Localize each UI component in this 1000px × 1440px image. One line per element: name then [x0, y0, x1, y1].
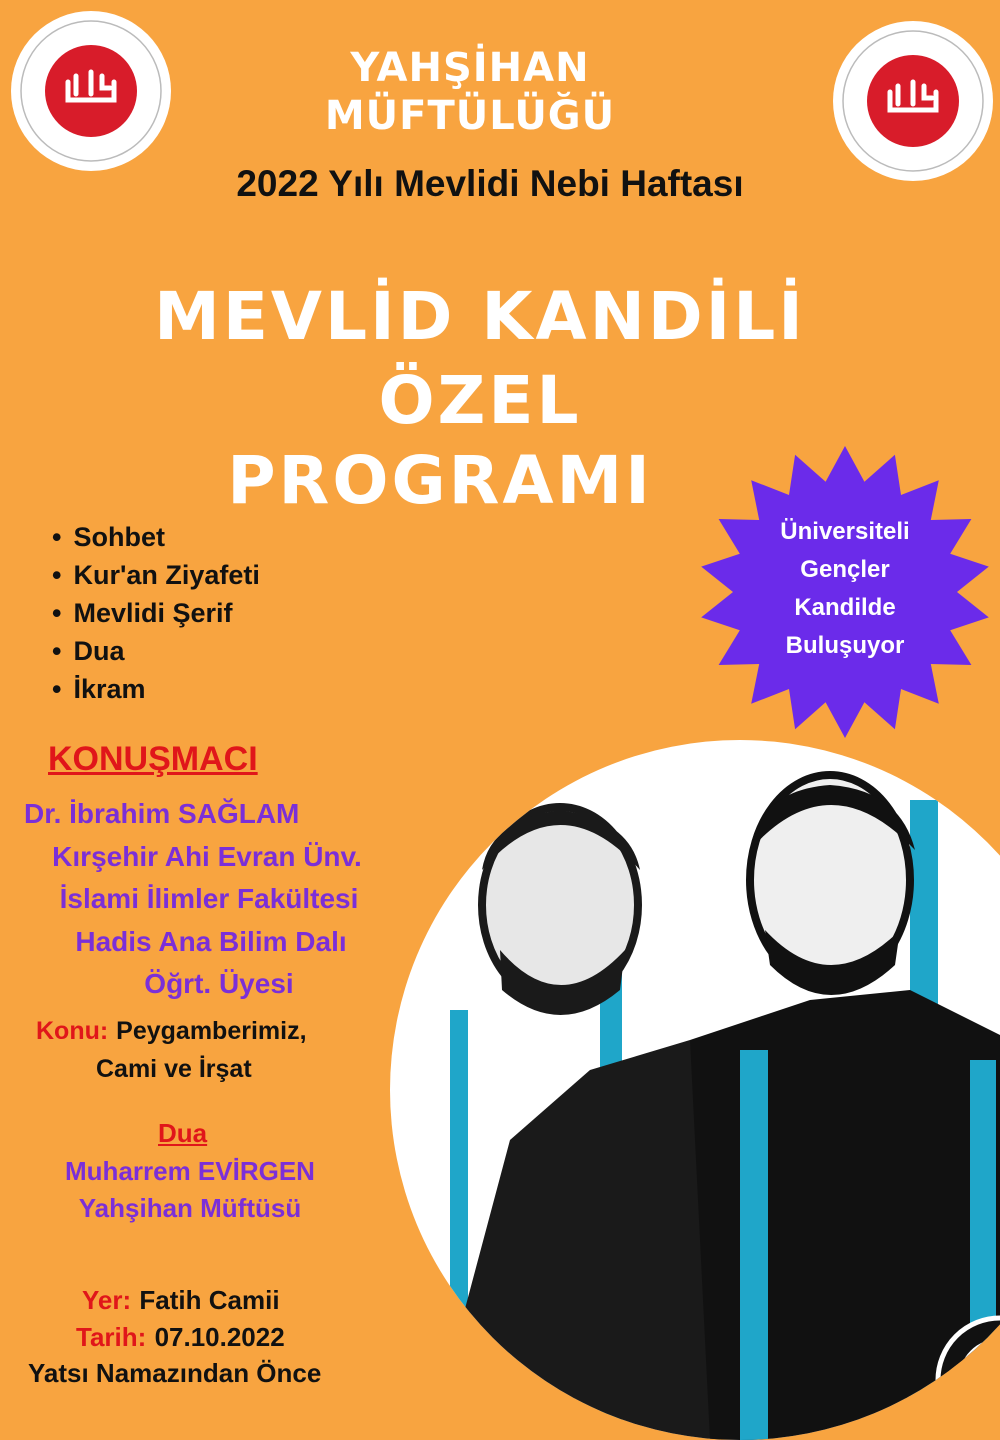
event-date	[76, 1320, 285, 1355]
office-line1: YAHŞİHAN	[350, 45, 590, 91]
speaker-title: Öğrt. Üyesi	[144, 968, 294, 999]
program-item: • Mevlidi Şerif	[52, 594, 260, 632]
office-line2: MÜFTÜLÜĞÜ	[324, 93, 616, 139]
topic-line2: Cami ve İrşat	[96, 1055, 252, 1083]
place-label: Yer:	[82, 1285, 132, 1315]
program-item: • Kur'an Ziyafeti	[52, 556, 260, 594]
program-list	[52, 518, 260, 708]
people-photo	[390, 740, 1000, 1440]
prayer-name: Muharrem EVİRGEN	[65, 1156, 315, 1186]
date-label: Tarih:	[76, 1322, 147, 1352]
main-title-line3: PROGRAMI	[227, 442, 653, 519]
program-item: • Sohbet	[52, 518, 260, 556]
main-title-line1: MEVLİD KANDİLİ	[154, 278, 806, 355]
topic-line1	[36, 1012, 307, 1050]
diyanet-logo-right	[832, 20, 994, 182]
prayer-heading: Dua	[158, 1118, 208, 1148]
speaker-faculty: İslami İlimler Fakültesi	[59, 883, 359, 914]
badge-line2: Gençler	[800, 556, 890, 583]
event-place	[82, 1283, 280, 1318]
topic-value: Peygamberimiz,	[116, 1017, 307, 1045]
program-item: • İkram	[52, 670, 260, 708]
speaker-university: Kırşehir Ahi Evran Ünv.	[52, 841, 362, 872]
program-item: • Dua	[52, 632, 260, 670]
topic-label: Konu:	[36, 1017, 109, 1045]
speaker-name: Dr. İbrahim SAĞLAM	[24, 798, 300, 829]
diyanet-logo-left	[10, 10, 172, 172]
badge-text	[735, 513, 955, 665]
main-title-line2: ÖZEL	[378, 362, 582, 439]
place-value: Fatih Camii	[139, 1285, 280, 1315]
date-value: 07.10.2022	[154, 1322, 285, 1352]
speaker-heading: KONUŞMACI	[48, 740, 258, 778]
badge-line3: Kandilde	[794, 594, 896, 621]
badge-line4: Buluşuyor	[785, 632, 905, 659]
event-time: Yatsı Namazından Önce	[28, 1358, 322, 1388]
speaker-department: Hadis Ana Bilim Dalı	[75, 926, 347, 957]
prayer-title: Yahşihan Müftüsü	[78, 1193, 302, 1223]
week-title: 2022 Yılı Mevlidi Nebi Haftası	[236, 163, 744, 204]
badge-line1: Üniversiteli	[780, 518, 910, 545]
starburst-badge	[695, 445, 995, 740]
